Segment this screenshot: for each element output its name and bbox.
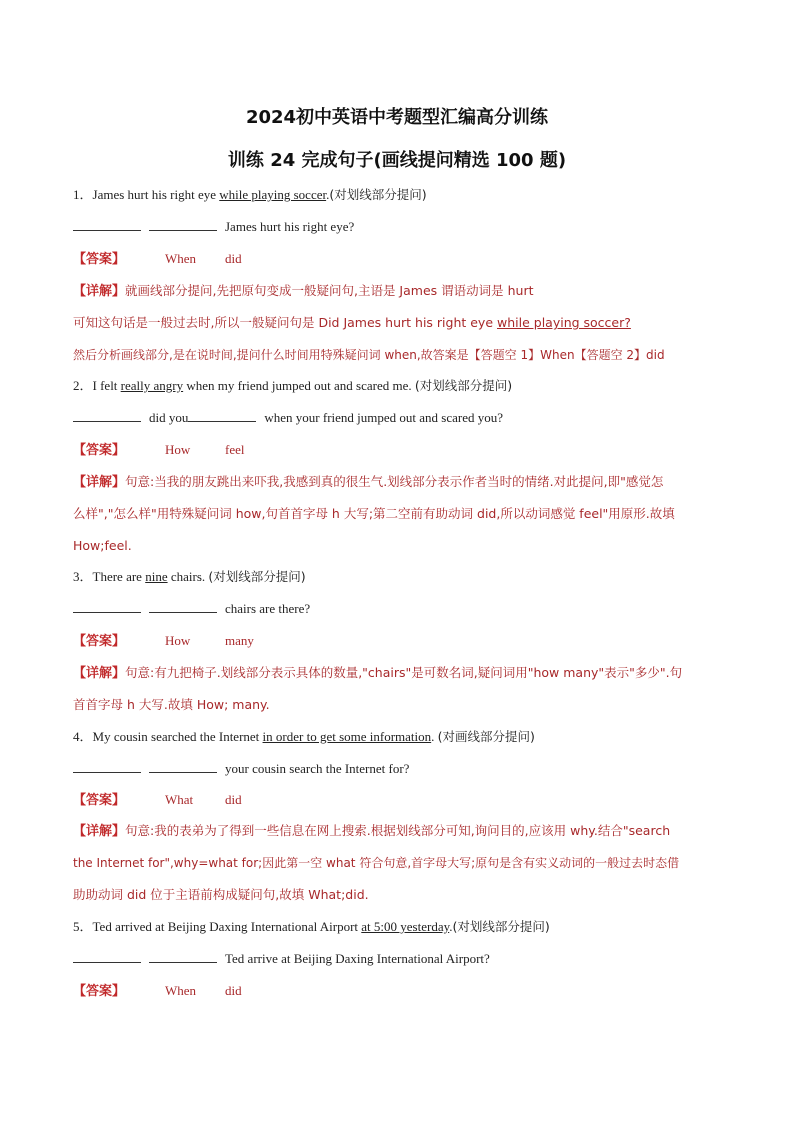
question-instruction: (对划线部分提问) — [329, 187, 427, 202]
underlined-part: in order to get some information — [262, 729, 432, 744]
detail-tag: 【详解】 — [73, 284, 126, 299]
answer-blank — [188, 409, 256, 422]
blank-sentence: when your friend jumped out and scared you? — [264, 410, 503, 425]
answer-tag: 【答案】 — [73, 634, 126, 649]
detail-text: 句意:我的表弟为了得到一些信息在网上搜索.根据划线部分可知,询问目的,应该用 why.结合"search — [125, 823, 671, 838]
question-4: 4．My cousin searched the Internet in order to get some information. (对画线部分提问) — [73, 729, 535, 744]
question-number: 1． — [73, 187, 93, 202]
detail-2-line-3: How;feel. — [73, 538, 132, 553]
blank-sentence: James hurt his right eye? — [225, 219, 355, 234]
question-1: 1．James hurt his right eye while playing soccer.(对划线部分提问) — [73, 187, 427, 202]
detail-1-line-1 — [73, 282, 534, 301]
detail-3-line-2: 首首字母 h 大写.故填 How; many. — [73, 697, 270, 712]
answer-value: When — [165, 983, 197, 998]
answer-value: What — [165, 792, 194, 807]
blank-line-1 — [73, 218, 354, 236]
answer-3 — [73, 632, 254, 651]
answer-tag: 【答案】 — [73, 443, 126, 458]
answer-value: feel — [225, 442, 245, 457]
answer-5 — [73, 982, 242, 1001]
question-instruction: (对划线部分提问) — [414, 378, 513, 393]
answer-value: How — [165, 442, 191, 457]
detail-text: 句意:有九把椅子.划线部分表示具体的数量,"chairs"是可数名词,疑问词用"how many"表示"多少".句 — [125, 665, 683, 680]
answer-value: did — [225, 983, 242, 998]
answer-blank — [73, 218, 141, 231]
underlined-part: while playing soccer — [219, 187, 327, 202]
detail-4-line-1 — [73, 822, 670, 841]
detail-tag: 【详解】 — [73, 666, 126, 681]
question-instruction: (对画线部分提问) — [437, 729, 535, 744]
answer-tag: 【答案】 — [73, 984, 126, 999]
question-2: 2．I felt really angry when my friend jumped out and scared me. (对划线部分提问) — [73, 378, 513, 393]
question-number: 3． — [73, 569, 93, 584]
question-number: 4． — [73, 729, 93, 744]
answer-value: did — [225, 792, 242, 807]
question-instruction: (对划线部分提问) — [452, 919, 550, 934]
underlined-part: really angry — [120, 378, 184, 393]
answer-value: many — [225, 633, 254, 648]
detail-text: 就画线部分提问,先把原句变成一般疑问句,主语是 James 谓语动词是 hurt — [125, 283, 534, 298]
detail-3-line-1 — [73, 664, 682, 683]
answer-blank — [73, 950, 141, 963]
blank-line-4 — [73, 760, 409, 778]
answer-blank — [149, 218, 217, 231]
answer-value: did — [225, 251, 242, 266]
answer-1 — [73, 250, 242, 269]
underlined-part: at 5:00 yesterday — [361, 919, 450, 934]
question-text: James hurt his right eye — [92, 187, 220, 202]
blank-line-3 — [73, 600, 310, 618]
blank-sentence: your cousin search the Internet for? — [225, 761, 410, 776]
underlined-part: nine — [145, 569, 168, 584]
blank-line-5 — [73, 950, 490, 968]
answer-tag: 【答案】 — [73, 793, 126, 808]
blank-sentence: Ted arrive at Beijing Daxing International Airport? — [225, 951, 490, 966]
detail-4-line-2: the Internet for",why=what for;因此第一空 what 符合句意,首字母大写;原句是含有实义动词的一般过去时态借 — [73, 856, 680, 870]
detail-text: 句意:当我的朋友跳出来吓我,我感到真的很生气.划线部分表示作者当时的情绪.对此提问,即"感觉怎 — [125, 474, 664, 489]
question-3: 3．There are nine chairs. (对划线部分提问) — [73, 569, 306, 584]
answer-blank — [149, 760, 217, 773]
detail-tag: 【详解】 — [73, 475, 126, 490]
answer-blank — [149, 600, 217, 613]
question-5: 5．Ted arrived at Beijing Daxing International Airport at 5:00 yesterday.(对划线部分提问) — [73, 919, 550, 934]
page-title: 2024初中英语中考题型汇编高分训练 — [245, 107, 549, 128]
question-number: 5． — [73, 919, 93, 934]
detail-tag: 【详解】 — [73, 824, 126, 839]
blank-line-2: did you when your friend jumped out and scared you? — [73, 409, 503, 427]
underlined-part: while playing soccer? — [497, 315, 631, 330]
page-subtitle: 训练 24 完成句子(画线提问精选 100 题) — [227, 150, 567, 171]
answer-tag: 【答案】 — [73, 252, 126, 267]
detail-2-line-2: 么样","怎么样"用特殊疑问词 how,句首首字母 h 大写;第二空前有助动词 did,所以动词感觉 feel"用原形.故填 — [73, 506, 675, 521]
answer-blank — [73, 409, 141, 422]
blank-sentence: chairs are there? — [225, 601, 311, 616]
question-instruction: (对划线部分提问) — [208, 569, 306, 584]
answer-blank — [149, 950, 217, 963]
detail-1-line-3: 然后分析画线部分,是在说时间,提问什么时间用特殊疑问词 when,故答案是【答题空 1】When【答题空 2】did — [73, 348, 665, 362]
question-number: 2． — [73, 378, 93, 393]
detail-2-line-1 — [73, 473, 663, 492]
answer-value: When — [165, 251, 197, 266]
detail-1-line-2: 可知这句话是一般过去时,所以一般疑问句是 Did James hurt his right eye while playing soccer? — [73, 315, 631, 330]
answer-2 — [73, 441, 245, 460]
answer-value: How — [165, 633, 191, 648]
answer-blank — [73, 760, 141, 773]
answer-blank — [73, 600, 141, 613]
answer-4 — [73, 791, 242, 810]
detail-4-line-3: 助助动词 did 位于主语前构成疑问句,故填 What;did. — [73, 887, 369, 902]
